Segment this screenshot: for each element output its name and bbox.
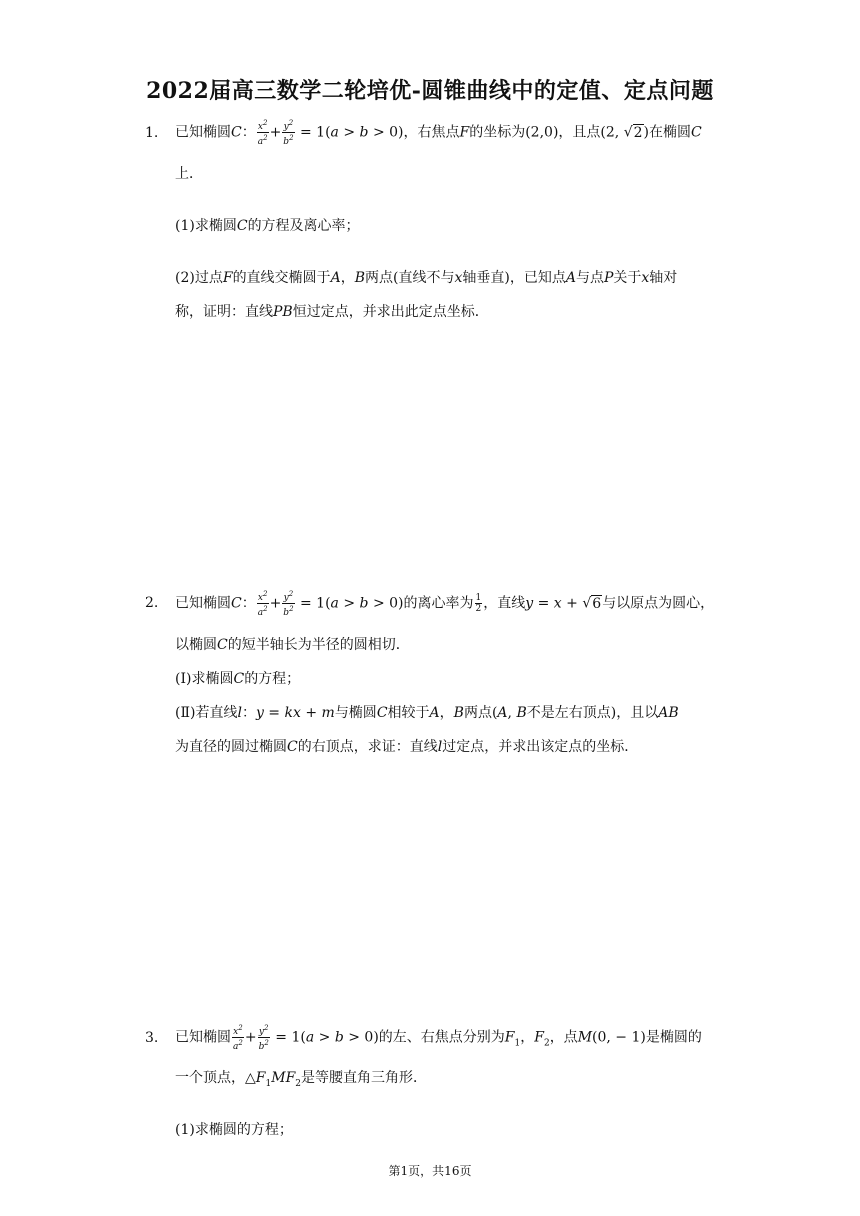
question-line: 称，证明：直线PB恒过定点，并求出此定点坐标． (175, 304, 489, 320)
question-number: 3. (145, 1030, 159, 1046)
question-line: 已知椭圆C： $\frac{x^2}{a^2}$ + $\frac{y^2}{b^2}$ = 1(a > b > 0)，右焦点F的坐标为(2,0)，且点(2, √2)在椭圆C (175, 119, 702, 147)
question-line: 以椭圆C的短半轴长为半径的圆相切． (175, 637, 410, 653)
question-number: 1. (145, 125, 159, 141)
question-line: 为直径的圆过椭圆C的右顶点，求证：直线l过定点，并求出该定点的坐标． (175, 739, 639, 755)
page-footer: 第1页，共16页 (388, 1164, 472, 1178)
question-number: 2. (145, 595, 159, 611)
question-line: (Ⅰ)求椭圆C的方程； (175, 671, 301, 687)
question-line: 上． (175, 166, 203, 182)
question-line: (2)过点F的直线交椭圆于A，B两点(直线不与x轴垂直)，已知点A与点P关于x轴对 (175, 270, 678, 286)
question-line: 已知椭圆 $\frac{x^2}{a^2}$ + $\frac{y^2}{b^2}$ = 1(a > b > 0)的左、右焦点分别为$F_1$，$F_2$，点M(0, − 1)是椭圆的 (175, 1024, 702, 1052)
page-title: 2022届高三数学二轮培优-圆锥曲线中的定值、定点问题 (146, 78, 714, 104)
question-line: (1)求椭圆的方程； (175, 1122, 293, 1138)
question-line: 一个顶点，$\triangle F_1MF_2$是等腰直角三角形． (175, 1070, 428, 1089)
question-line: (Ⅱ)若直线l：y = kx + m与椭圆C相较于A，B两点(A, B不是左右顶点)，且以AB (175, 705, 679, 721)
question-line: 已知椭圆C： $\frac{x^2}{a^2}$ + $\frac{y^2}{b^2}$ = 1(a > b > 0)的离心率为 $\frac{1}{2}$ ，直线y = x + √6与以原点为圆心， (175, 590, 715, 618)
question-line: (1)求椭圆C的方程及离心率； (175, 218, 360, 234)
